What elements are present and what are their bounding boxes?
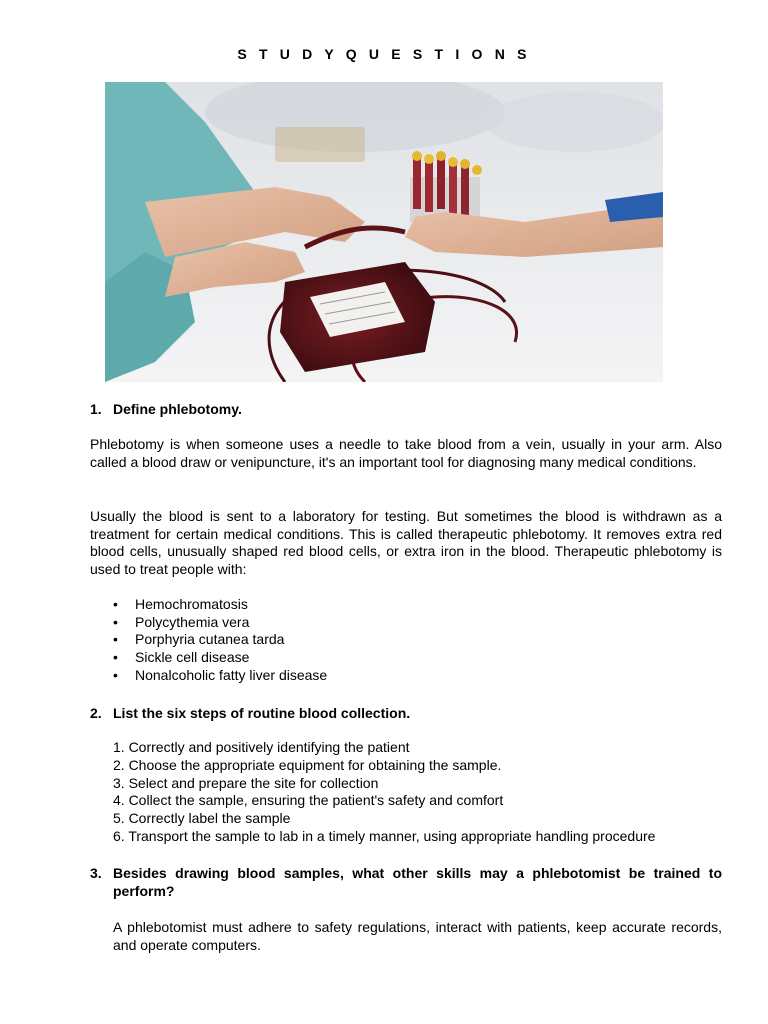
conditions-list	[113, 596, 327, 685]
list-item: • Hemochromatosis	[113, 596, 327, 614]
list-item: 3. Select and prepare the site for collection	[113, 774, 379, 791]
list-item: 2. Choose the appropriate equipment for obtaining the sample.	[113, 756, 502, 773]
list-item: • Sickle cell disease	[113, 649, 327, 667]
question-1	[90, 401, 722, 419]
list-item: • Polycythemia vera	[113, 614, 327, 632]
answer-paragraph: Usually the blood is sent to a laboratory for testing. But sometimes the blood is withdrawn as a treatment for certain medical conditions. This is called therapeutic phlebotomy. It removes extra red blood cells, unusually shaped red blood cells, or extra iron in the blood. Therapeutic phlebotomy is used to treat people with:	[90, 508, 722, 577]
blood-donation-photo	[105, 82, 663, 382]
answer-paragraph: A phlebotomist must adhere to safety regulations, interact with patients, keep accurate records, and operate computers.	[113, 919, 722, 953]
list-item: 5. Correctly label the sample	[113, 810, 291, 827]
page-title: S T U D Y Q U E S T I O N S	[237, 46, 531, 62]
list-item: • Nonalcoholic fatty liver disease	[113, 667, 327, 685]
question-number: 1.	[90, 401, 102, 417]
question-text: Define phlebotomy.	[113, 401, 242, 417]
steps-list	[113, 739, 655, 846]
question-2	[90, 705, 722, 723]
question-3	[90, 865, 722, 900]
question-number: 2.	[90, 705, 102, 721]
question-number: 3.	[90, 865, 102, 881]
list-item: 1. Correctly and positively identifying the patient	[113, 739, 410, 755]
question-text: List the six steps of routine blood collection.	[113, 705, 411, 721]
answer-paragraph: Phlebotomy is when someone uses a needle to take blood from a vein, usually in your arm. Also called a blood draw or venipuncture, it's an important tool for diagnosing many medical conditions.	[90, 436, 722, 470]
question-text: Besides drawing blood samples, what other skills may a phlebotomist be trained to perform?	[113, 865, 722, 899]
list-item: 6. Transport the sample to lab in a timely manner, using appropriate handling procedure	[113, 827, 656, 844]
list-item: • Porphyria cutanea tarda	[113, 631, 327, 649]
list-item: 4. Collect the sample, ensuring the patient's safety and comfort	[113, 792, 504, 809]
